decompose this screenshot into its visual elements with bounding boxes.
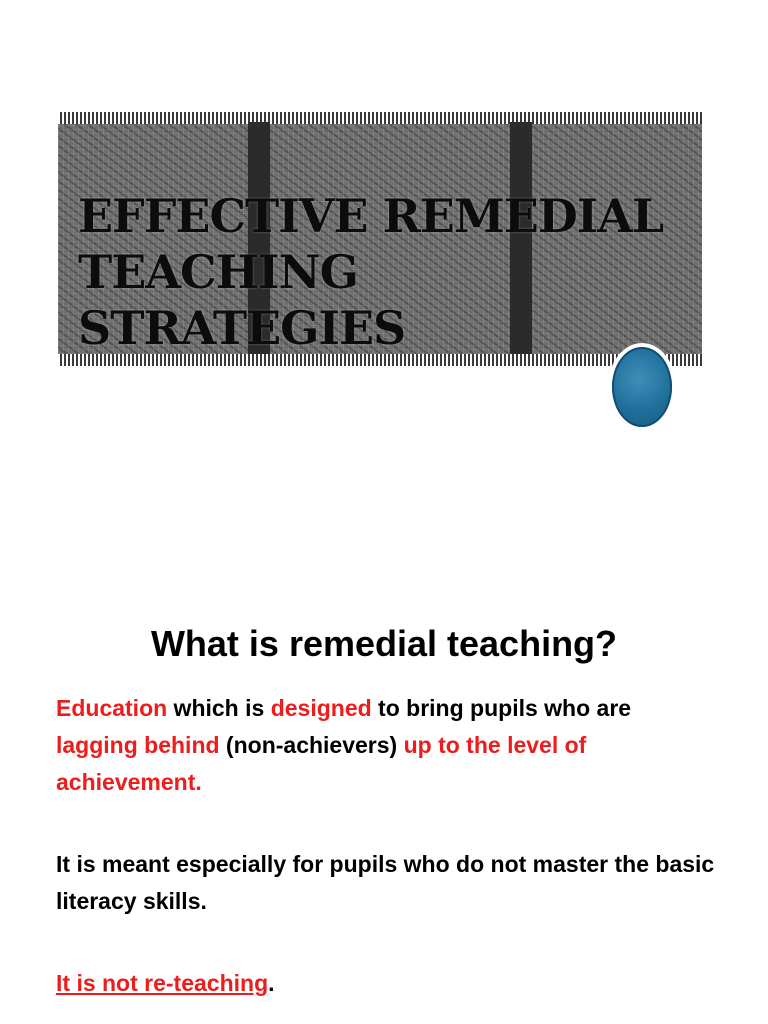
definition-text-3: (non-achievers) — [219, 732, 404, 758]
keyword-education: Education — [56, 695, 168, 721]
keyword-level-of-achievement: up to the level of achievement. — [56, 732, 587, 795]
banner-top-edge — [58, 112, 702, 124]
purpose-paragraph: It is meant especially for pupils who do not master the basic literacy skills. — [56, 851, 715, 914]
slide-question-heading: What is remedial teaching? — [150, 623, 618, 664]
definition-text-1: which is — [167, 695, 271, 721]
circle-badge-inner — [612, 347, 672, 427]
note-paragraph — [56, 965, 716, 1002]
keyword-lagging-behind: lagging behind — [56, 732, 220, 758]
definition-text-2: to bring pupils who are — [371, 695, 632, 721]
keyword-designed: designed — [270, 695, 372, 721]
slide-title-line-2: TEACHING STRATEGIES — [78, 245, 406, 355]
definition-paragraph — [56, 690, 716, 801]
note-period: . — [268, 970, 275, 996]
slide-title-line-1: EFFECTIVE REMEDIAL — [78, 189, 664, 243]
circle-badge-icon — [608, 343, 676, 431]
slide-title — [78, 188, 698, 356]
not-reteaching-statement: It is not re-teaching — [56, 970, 269, 996]
